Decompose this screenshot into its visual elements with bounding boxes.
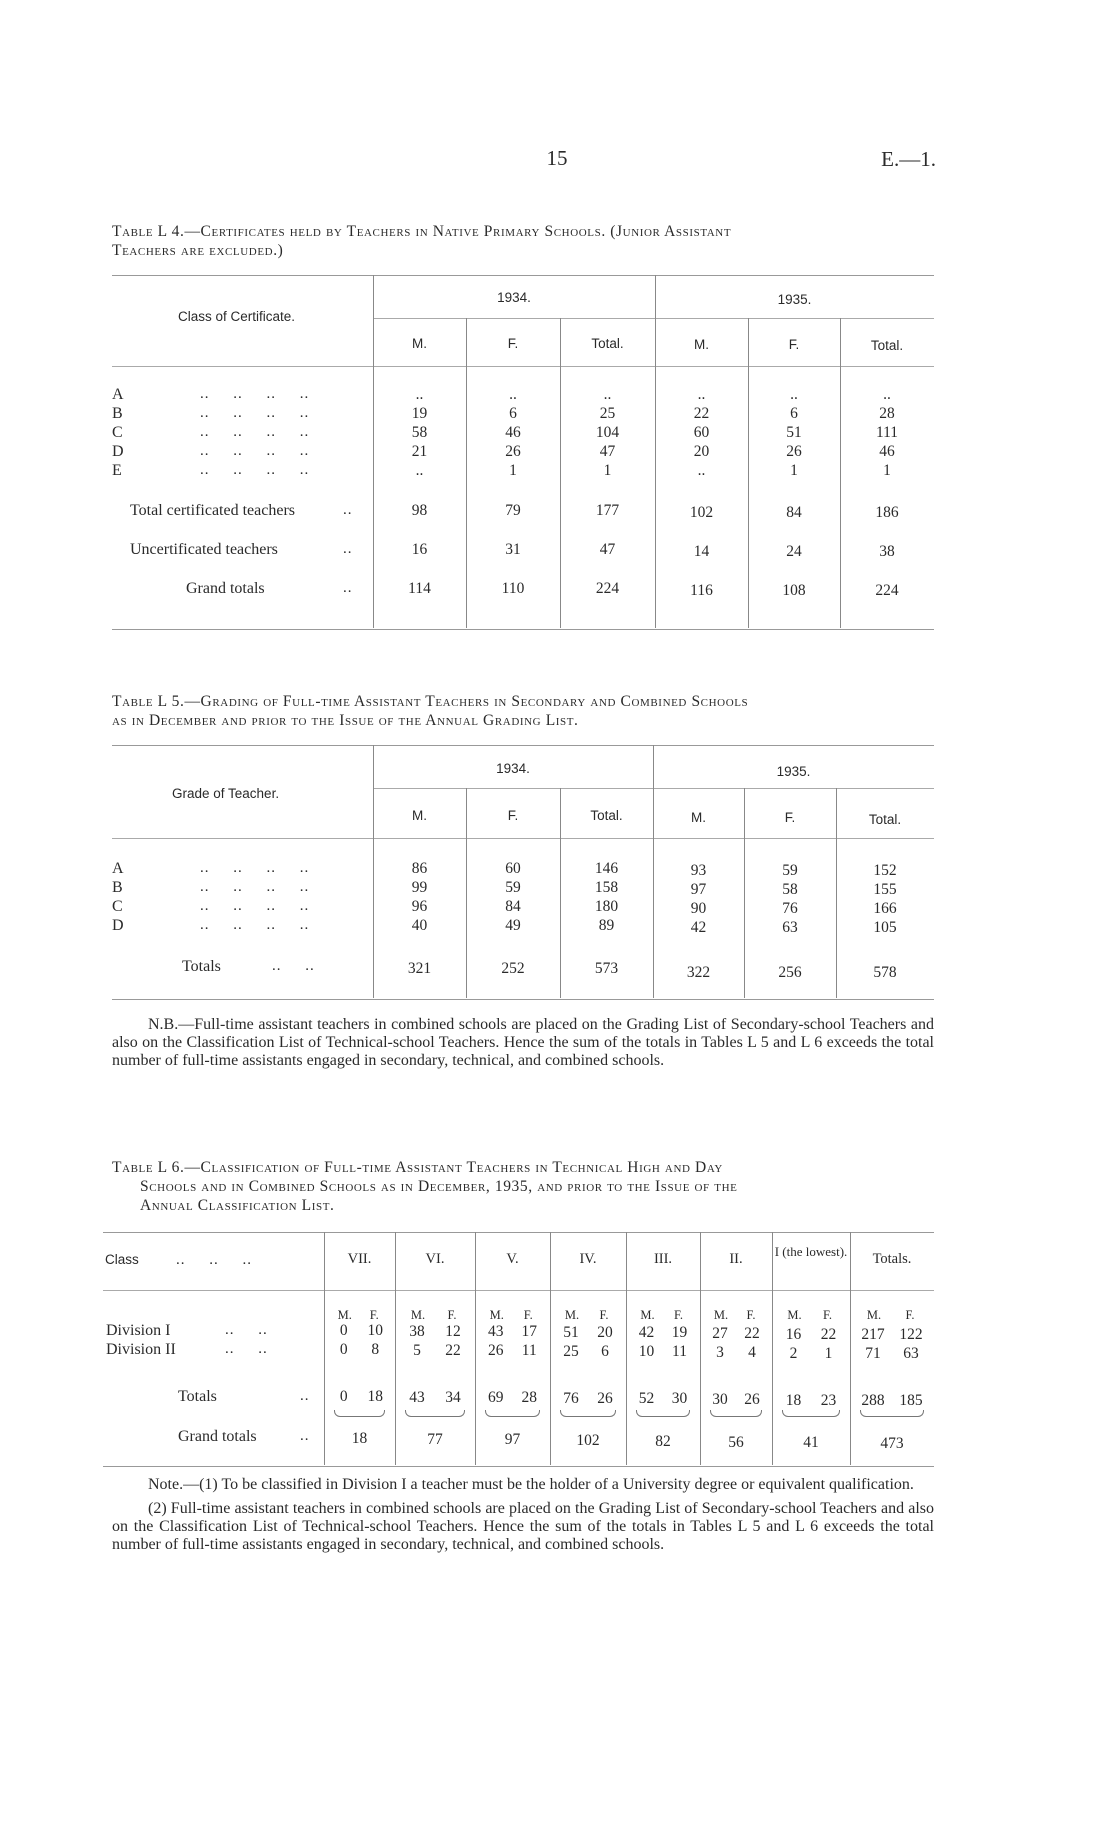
table-l6-rule [475, 1232, 476, 1465]
row-label: B [112, 879, 123, 896]
sub-header: F. [507, 808, 519, 823]
table-cell: 79 [505, 502, 521, 519]
table-cell: 252 [501, 960, 525, 977]
sub-header: M. [489, 1308, 504, 1322]
table-cell: 56 [728, 1433, 744, 1451]
leader-dots: .. .. .. .. [200, 386, 310, 402]
table-l6-title-line1: Table L 6.—Classification of Full-time Assistant Teachers in Technical High and Day [112, 1159, 723, 1176]
table-cell: 573 [594, 960, 619, 977]
table-cell: 16 [411, 541, 428, 558]
table-cell: 52 [638, 1390, 655, 1408]
table-l6-notes [112, 1476, 934, 1554]
table-cell: 28 [521, 1389, 537, 1407]
table-l5-title-line1: Table L 5.—Grading of Full-time Assistant Teachers in Secondary and Combined Schools [112, 693, 749, 710]
row-label: Total certificated teachers [130, 502, 295, 519]
row-label: C [112, 424, 123, 441]
table-cell: 6 [601, 1342, 609, 1360]
table-cell: 59 [782, 862, 798, 879]
table-cell: 256 [778, 964, 802, 981]
row-label: C [112, 898, 123, 915]
table-cell: 51 [563, 1323, 579, 1341]
table-l6-rule [550, 1232, 551, 1465]
table-cell: 14 [693, 543, 710, 560]
table-cell: 17 [521, 1323, 537, 1341]
class-header: III. [653, 1251, 673, 1267]
table-l6-note-1: Note.—(1) To be classified in Division I a teacher must be the holder of a University degree or equivalent qualification. [148, 1476, 914, 1493]
table-l5-title-line2: as in December and prior to the Issue of the Annual Grading List. [112, 712, 579, 729]
table-l6-rule [772, 1232, 773, 1465]
sub-header: F. [746, 1308, 756, 1322]
leader-dots: .. .. .. .. [200, 860, 310, 876]
table-cell: 63 [782, 919, 798, 936]
table-cell: 42 [690, 919, 707, 936]
class-header: VII. [347, 1251, 372, 1267]
column-header: Class [105, 1252, 139, 1267]
table-cell: 86 [411, 860, 428, 877]
leader-dots: .. [300, 1388, 310, 1404]
table-cell: 46 [505, 424, 521, 441]
row-label: E [112, 462, 122, 479]
table-cell: 27 [712, 1325, 728, 1342]
table-cell: 26 [488, 1342, 504, 1360]
table-cell: 59 [505, 879, 521, 896]
table-cell: 1 [883, 462, 891, 479]
table-cell: 18 [367, 1388, 383, 1405]
table-cell: 69 [488, 1389, 504, 1407]
sub-header: M. [713, 1308, 729, 1322]
table-cell: 28 [879, 405, 895, 422]
table-cell: 82 [655, 1432, 671, 1450]
table-cell: .. [603, 386, 612, 403]
year-header: 1934. [496, 761, 530, 776]
leader-dots: .. .. .. [176, 1252, 252, 1268]
page-reference: E.—1. [881, 147, 936, 171]
table-cell: 104 [595, 424, 620, 441]
table-cell: 217 [861, 1326, 885, 1344]
table-cell: 34 [445, 1388, 461, 1406]
sub-header: M. [412, 336, 427, 351]
table-cell: 42 [638, 1324, 655, 1342]
table-cell: 90 [690, 900, 707, 917]
table-cell: 71 [865, 1345, 881, 1363]
sub-header: F. [784, 810, 796, 825]
table-l5-note-text: N.B.—Full-time assistant teachers in combined schools are placed on the Grading List of Secondary-school Teachers and also on the Classification List of Technical-school Teachers. Hence the sum of the totals in Tables L 5 and L 6 exceeds the total number of full-time assistants engaged in secondary, technical, and combined schools. [112, 1016, 934, 1069]
table-cell: 180 [594, 898, 619, 915]
brace [782, 1410, 840, 1417]
sub-header: F. [905, 1308, 915, 1322]
row-label: Totals [182, 958, 221, 975]
leader-dots: .. .. [225, 1322, 268, 1338]
table-cell: 31 [505, 541, 521, 558]
table-cell: 110 [501, 580, 525, 597]
table-cell: 10 [638, 1343, 655, 1361]
table-cell: 152 [873, 862, 897, 879]
sub-header: Total. [591, 336, 624, 351]
sub-header: M. [337, 1308, 352, 1322]
table-l6-title-line3: Annual Classification List. [140, 1197, 335, 1214]
table-cell: 473 [880, 1434, 904, 1452]
table-cell: 224 [595, 580, 620, 597]
leader-dots: .. .. .. .. [200, 424, 310, 440]
table-l5-title [112, 692, 934, 730]
table-cell: 105 [873, 919, 897, 936]
table-cell: 146 [594, 860, 619, 877]
leader-dots: .. [343, 541, 353, 557]
sub-header: M. [694, 337, 709, 352]
sub-header: Total. [870, 338, 904, 353]
sub-header: Total. [590, 808, 623, 823]
class-header: VI. [425, 1251, 445, 1267]
sub-header: M. [564, 1308, 580, 1322]
leader-dots: .. [343, 502, 353, 518]
table-cell: 41 [803, 1434, 819, 1452]
year-header: 1935. [776, 764, 811, 779]
table-cell: 76 [782, 900, 798, 917]
class-header: V. [506, 1251, 519, 1267]
table-cell: 111 [875, 424, 899, 441]
sub-header: F. [523, 1308, 533, 1322]
table-cell: 60 [505, 860, 521, 877]
row-label: Division I [106, 1322, 171, 1339]
table-l4-header-rule [112, 366, 934, 367]
sub-header: F. [369, 1308, 379, 1322]
table-cell: 22 [744, 1325, 760, 1342]
table-cell: 24 [786, 543, 802, 560]
table-cell: .. [790, 386, 798, 403]
table-cell: 84 [786, 504, 802, 521]
table-cell: 96 [411, 898, 428, 915]
table-l6-title-line2: Schools and in Combined Schools as in December, 1935, and prior to the Issue of the [140, 1178, 738, 1195]
row-label: Uncertificated teachers [130, 541, 278, 558]
table-cell: 38 [879, 543, 895, 560]
sub-header: M. [640, 1308, 655, 1322]
table-cell: 20 [693, 443, 710, 460]
table-cell: 322 [686, 964, 711, 981]
row-label: D [112, 443, 124, 460]
column-header: Grade of Teacher. [172, 786, 280, 801]
table-cell: 19 [411, 405, 428, 422]
table-cell: .. [415, 462, 424, 479]
table-cell: 47 [599, 443, 616, 460]
table-cell: 116 [690, 582, 713, 599]
table-l4-title-line2: Teachers are excluded.) [112, 242, 284, 259]
table-cell: 6 [509, 405, 517, 422]
table-cell: 43 [488, 1323, 504, 1341]
table-cell: 18 [785, 1391, 802, 1409]
table-cell: 98 [411, 502, 428, 519]
table-cell: 0 [339, 1388, 348, 1405]
table-cell: 30 [671, 1390, 688, 1408]
table-l4-year-rule [373, 318, 934, 319]
table-cell: 578 [873, 964, 897, 981]
table-cell: 166 [873, 900, 897, 917]
leader-dots: .. .. [272, 958, 315, 974]
brace [710, 1410, 762, 1417]
table-l5-note [112, 1016, 934, 1070]
table-cell: 97 [690, 881, 707, 898]
row-label: Division II [106, 1341, 176, 1358]
table-cell: 0 [339, 1322, 348, 1339]
table-cell: 185 [899, 1392, 923, 1410]
table-cell: 321 [407, 960, 432, 977]
brace [334, 1410, 385, 1417]
table-cell: 93 [690, 862, 707, 879]
leader-dots: .. .. .. .. [200, 405, 310, 421]
table-cell: 43 [409, 1388, 425, 1406]
table-cell: 18 [351, 1430, 368, 1447]
table-l6-rule [850, 1232, 851, 1465]
table-cell: 30 [712, 1391, 728, 1408]
sub-header: F. [599, 1308, 609, 1322]
table-l6-title [112, 1158, 934, 1215]
year-header: 1934. [497, 290, 531, 305]
leader-dots: .. .. .. .. [200, 917, 310, 933]
table-cell: 158 [594, 879, 619, 896]
table-cell: 3 [716, 1344, 724, 1361]
table-cell: 4 [748, 1344, 756, 1361]
table-cell: 22 [693, 405, 710, 422]
table-cell: 5 [413, 1341, 421, 1359]
table-cell: 0 [339, 1341, 348, 1358]
table-cell: 22 [820, 1325, 837, 1343]
sub-header: M. [787, 1308, 802, 1322]
table-cell: 11 [521, 1342, 537, 1360]
table-l4-title-line1: Table L 4.—Certificates held by Teachers in Native Primary Schools. (Junior Assistant [112, 223, 732, 240]
table-cell: .. [697, 462, 706, 479]
table-cell: 155 [873, 881, 897, 898]
table-cell: 76 [563, 1389, 579, 1407]
table-cell: 1 [824, 1344, 833, 1362]
table-cell: 26 [744, 1391, 760, 1408]
table-cell: 1 [603, 462, 612, 479]
row-label: Totals [178, 1388, 217, 1405]
table-l4-title [112, 222, 934, 260]
table-cell: 6 [790, 405, 798, 422]
class-header: I (the lowest). [774, 1244, 848, 1259]
table-cell: .. [883, 386, 891, 403]
table-cell: 20 [597, 1323, 613, 1341]
table-cell: 84 [505, 898, 521, 915]
table-cell: .. [697, 386, 706, 403]
page-number: 15 [546, 146, 568, 170]
table-cell: 89 [598, 917, 615, 934]
table-cell: 1 [509, 462, 517, 479]
leader-dots: .. .. .. .. [200, 443, 310, 459]
table-cell: 108 [782, 582, 806, 599]
table-cell: 60 [693, 424, 710, 441]
table-cell: 186 [875, 504, 899, 521]
table-cell: 63 [903, 1345, 919, 1363]
table-cell: 288 [861, 1392, 885, 1410]
brace [636, 1410, 690, 1417]
table-cell: 97 [504, 1431, 521, 1449]
table-cell: 99 [411, 879, 428, 896]
row-label: Grand totals [178, 1428, 257, 1445]
table-cell: 25 [563, 1342, 579, 1360]
table-cell: 58 [782, 881, 798, 898]
table-cell: 19 [671, 1324, 688, 1342]
table-cell: 11 [672, 1343, 687, 1361]
table-cell: 2 [789, 1344, 798, 1362]
leader-dots: .. [300, 1428, 310, 1444]
brace [560, 1410, 616, 1417]
table-cell: 38 [409, 1322, 425, 1340]
table-cell: 16 [785, 1325, 802, 1343]
table-cell: 122 [899, 1326, 923, 1344]
sub-header: F. [447, 1308, 457, 1322]
table-cell: 77 [427, 1430, 443, 1448]
table-cell: 47 [599, 541, 616, 558]
table-cell: .. [509, 386, 517, 403]
leader-dots: .. [343, 580, 353, 596]
table-cell: 224 [875, 582, 899, 599]
table-cell: 102 [576, 1432, 600, 1450]
brace [405, 1410, 465, 1417]
column-header: Class of Certificate. [178, 309, 296, 324]
sub-header: M. [410, 1308, 426, 1322]
table-cell: 23 [820, 1391, 837, 1409]
table-cell: 114 [408, 580, 431, 597]
table-cell: 58 [411, 424, 428, 441]
table-cell: 22 [445, 1341, 461, 1359]
table-cell: 102 [689, 504, 714, 521]
leader-dots: .. .. [225, 1341, 268, 1357]
row-label: A [112, 386, 124, 403]
sub-header: M. [866, 1308, 882, 1322]
table-l6-rule [626, 1232, 627, 1465]
row-label: B [112, 405, 123, 422]
table-l6-header-rule [103, 1290, 934, 1291]
class-header: IV. [579, 1251, 597, 1267]
year-header: 1935. [777, 292, 812, 307]
table-cell: 12 [445, 1322, 461, 1340]
table-cell: 26 [505, 443, 521, 460]
leader-dots: .. .. .. .. [200, 898, 310, 914]
sub-header: F. [507, 336, 519, 351]
leader-dots: .. .. .. .. [200, 462, 310, 478]
class-header: II. [729, 1251, 743, 1267]
table-cell: 177 [595, 502, 620, 519]
sub-header: F. [788, 337, 800, 352]
row-label: D [112, 917, 124, 934]
sub-header: M. [412, 808, 427, 823]
class-header: Totals. [872, 1251, 912, 1267]
sub-header: Total. [868, 812, 902, 827]
table-cell: 21 [411, 443, 428, 460]
table-cell: 10 [367, 1322, 383, 1339]
table-cell: .. [415, 386, 424, 403]
table-l6-note-2: (2) Full-time assistant teachers in combined schools are placed on the Grading List of Secondary-school Teachers and also on the Classification List of Technical-school Teachers. Hence the sum of the totals in Tables L 5 and L 6 exceeds the total number of full-time assistants engaged in secondary, technical, and combined schools. [112, 1500, 934, 1553]
row-label: A [112, 860, 124, 877]
brace [485, 1410, 540, 1417]
brace [860, 1410, 924, 1417]
table-cell: 49 [505, 917, 521, 934]
table-cell: 26 [786, 443, 802, 460]
table-cell: 26 [597, 1389, 613, 1407]
table-l5-header-rule [112, 838, 934, 839]
table-cell: 51 [786, 424, 802, 441]
table-l6-rule [700, 1232, 701, 1465]
table-cell: 25 [599, 405, 616, 422]
row-label: Grand totals [186, 580, 265, 597]
table-cell: 1 [790, 462, 798, 479]
leader-dots: .. .. .. .. [200, 879, 310, 895]
sub-header: F. [673, 1308, 684, 1322]
table-cell: 40 [411, 917, 428, 934]
sub-header: F. [822, 1308, 833, 1322]
sub-header: M. [691, 810, 706, 825]
table-cell: 8 [371, 1341, 380, 1358]
table-cell: 46 [879, 443, 895, 460]
